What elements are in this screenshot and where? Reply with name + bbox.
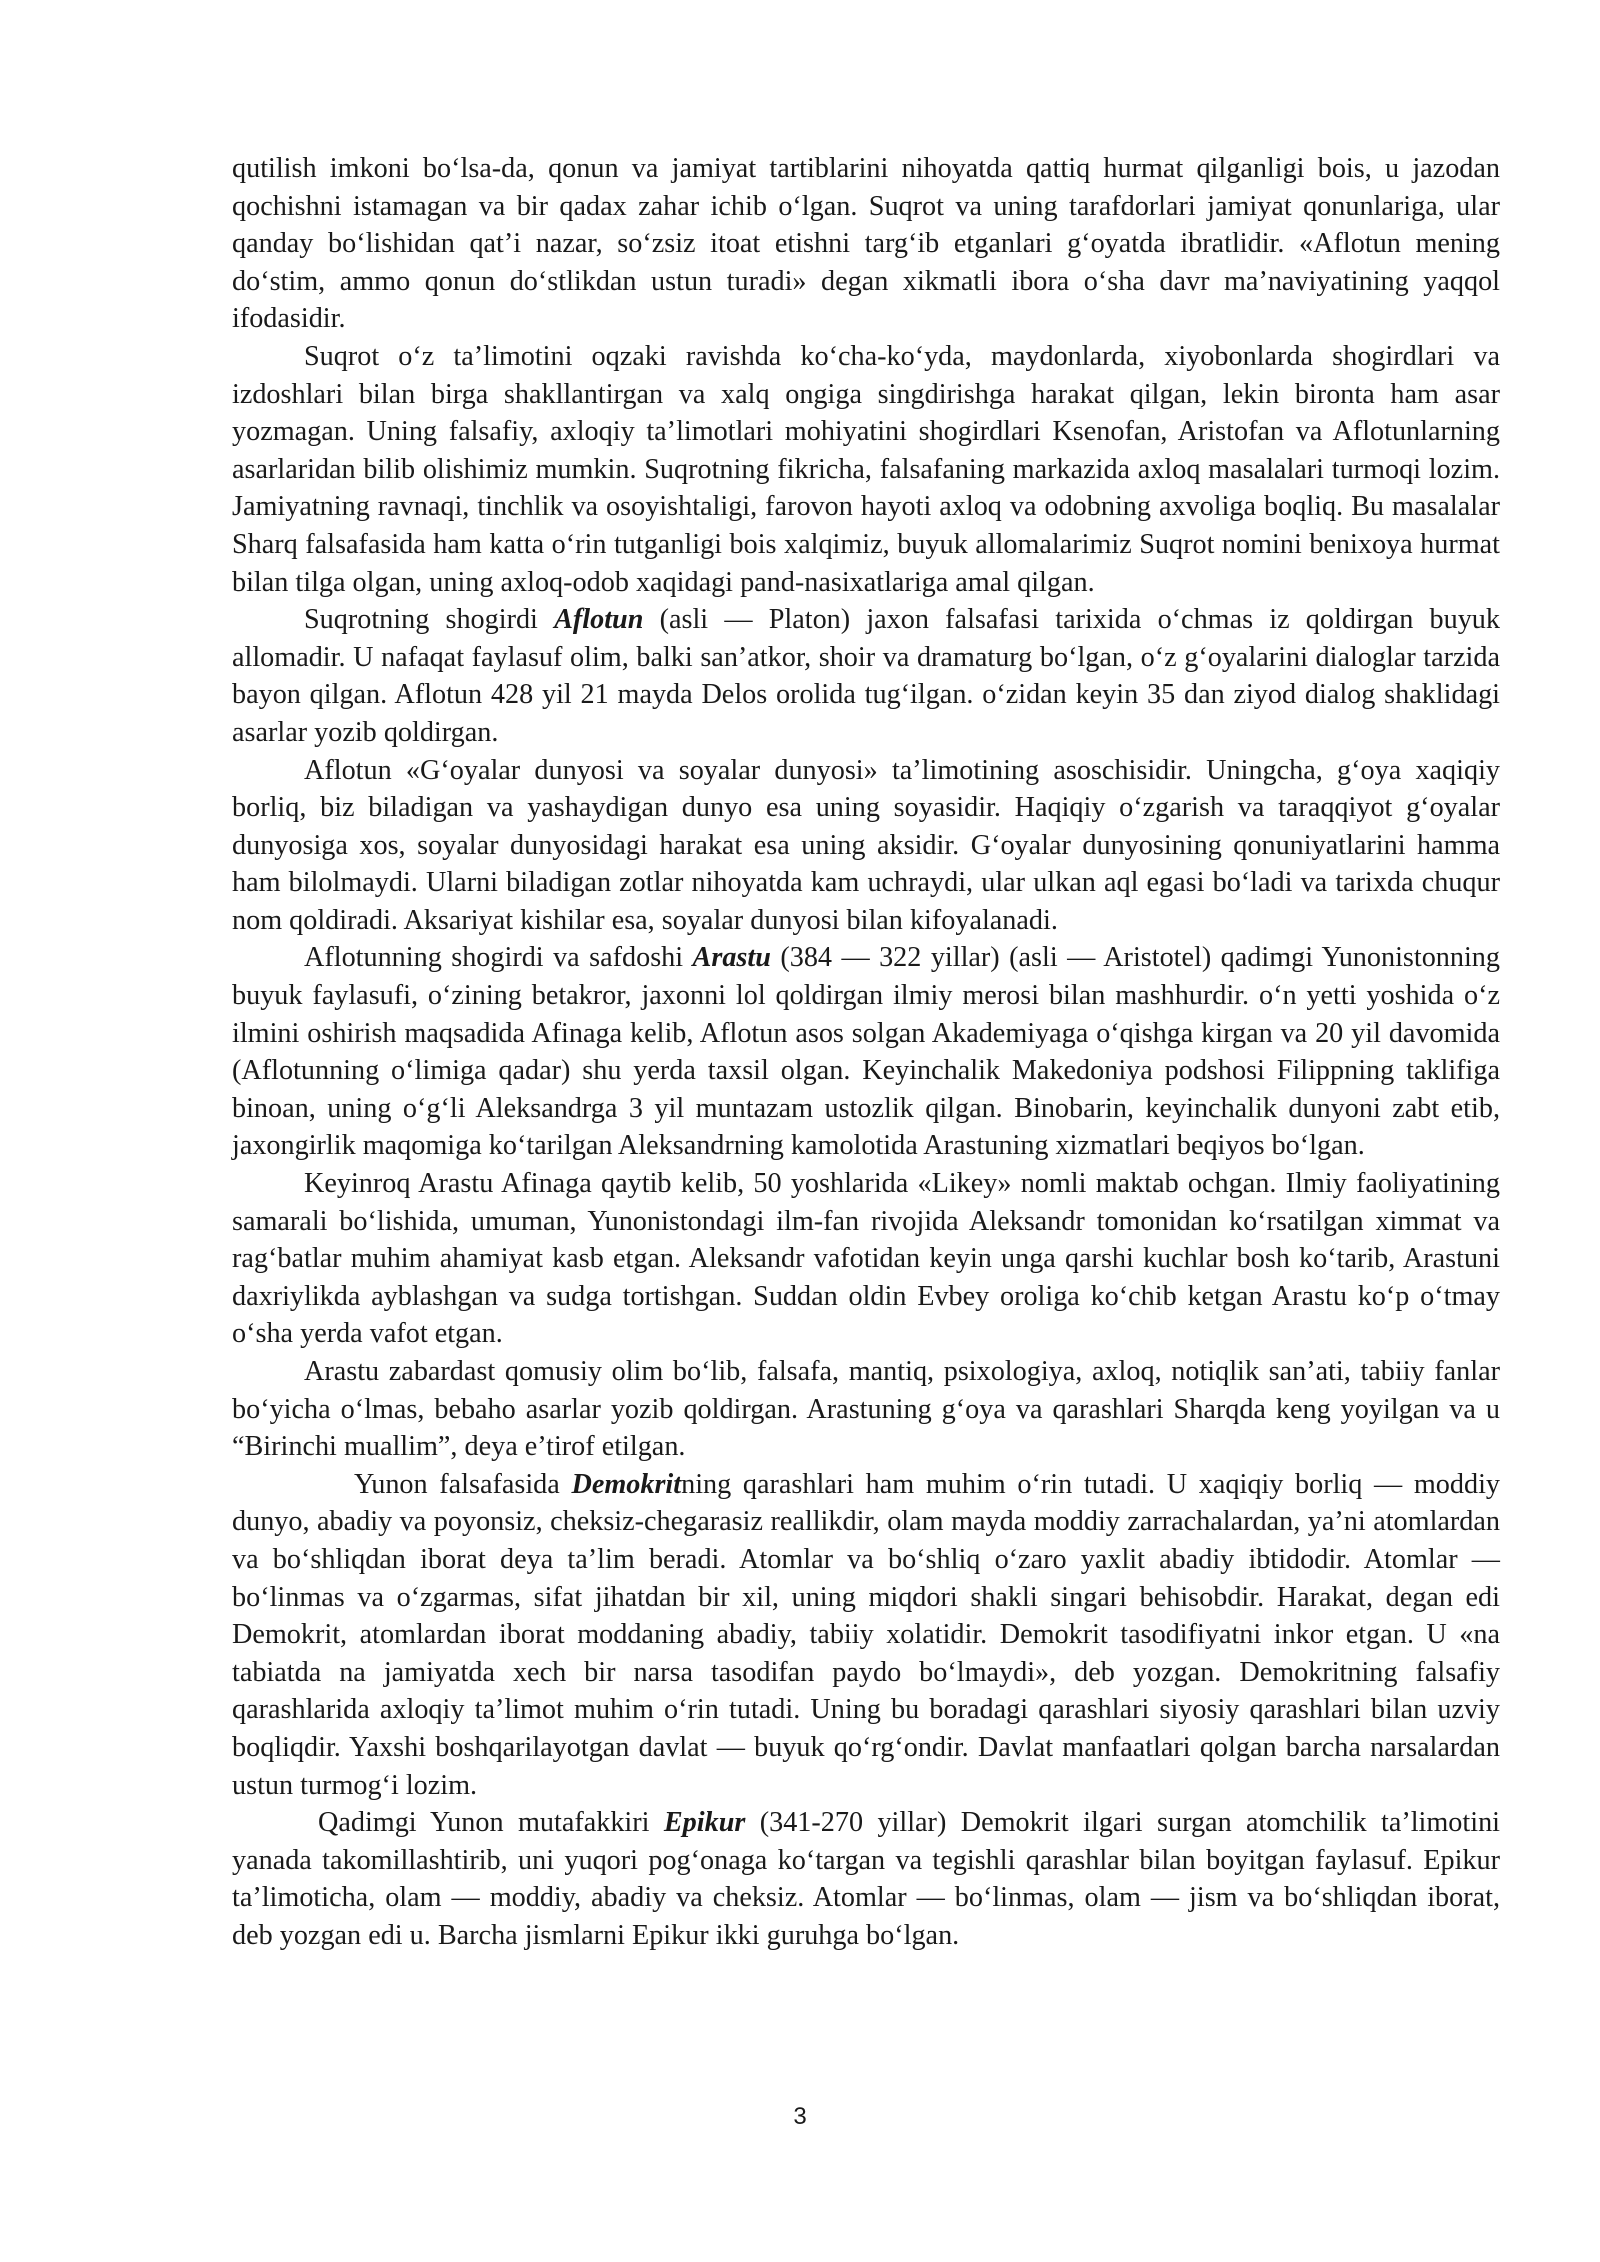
paragraph-suqrot-teaching: Suqrot o‘z ta’limotini oqzaki ravishda ko‘cha-ko‘yda, maydonlarda, xiyobonlarda shogirdlari va izdoshlari bilan birga shakllantirgan va xalq ongiga singdirishga harakat qilgan, lekin bironta ham asar yozmagan. Uning falsafiy, axloqiy ta’limotlari mohiyatini shogirdlari Ksenofan, Aristofan va Aflotunlarning asarlaridan bilib olishimiz mumkin. Suqrotning fikricha, falsafaning markazida axloq masalalari turmoqi lozim. Jamiyatning ravnaqi, tinchlik va osoyishtaligi, farovon hayoti axloq va odobning axvoliga boqliq. Bu masalalar Sharq falsafasida ham katta o‘rin tutganligi bois xalqimiz, buyuk allomalarimiz Suqrot nomini benixoya hurmat bilan tilga olgan, uning axloq-odob xaqidagi pand-nasixatlariga amal qilgan. xyxy=(232,340,1500,598)
philosopher-name-arastu: Arastu xyxy=(692,942,771,974)
paragraph-text: (384 — 322 yillar) (asli — Aristotel) qadimgi Yunonistonning buyuk faylasufi, o‘zining betakror, jaxonni lol qoldirgan ilmiy merosi bilan mashhurdir. o‘n yetti yoshida o‘z ilmini oshirish maqsadida Afinaga kelib, Aflotun asos solgan Akademiyaga o‘qishga kirgan va 20 yil davomida (Aflotunning o‘limiga qadar) shu yerda taxsil olgan. Keyinchalik Makedoniya podshosi Filippning taklifiga binoan, uning o‘g‘li Aleksandrga 3 yil muntazam ustozlik qilgan. Binobarin, keyinchalik dunyoni zabt etib, jaxongirlik maqomiga ko‘tarilgan Aleksandrning kamolotida Arastuning xizmatlari beqiyos bo‘lgan. xyxy=(232,942,1500,1162)
paragraph-text: Yunon falsafasida xyxy=(354,1468,572,1500)
paragraph-demokrit xyxy=(232,1466,1500,1804)
paragraph-epikur xyxy=(232,1804,1500,1954)
philosopher-name-aflotun: Aflotun xyxy=(554,604,644,636)
paragraph-arastu-intro xyxy=(232,939,1500,1165)
paragraph-suqrot-death: qutilish imkoni bo‘lsa-da, qonun va jamiyat tartiblarini nihoyatda qattiq hurmat qilganligi bois, u jazodan qochishni istamagan va bir qadax zahar ichib o‘lgan. Suqrot va uning tarafdorlari jamiyat qonunlariga, ular qanday bo‘lishidan qat’i nazar, so‘zsiz itoat etishni targ‘ib etganlari g‘oyatda ibratlidir. «Aflotun mening do‘stim, ammo qonun do‘stlikdan ustun turadi» degan xikmatli ibora o‘sha davr ma’naviyatining yaqqol ifodasidir. xyxy=(232,153,1500,335)
paragraph-arastu-legacy: Arastu zabardast qomusiy olim bo‘lib, falsafa, mantiq, psixologiya, axloq, notiqlik san’ati, tabiiy fanlar bo‘yicha o‘lmas, bebaho asarlar yozib qoldirgan. Arastuning g‘oya va qarashlari Sharqda keng yoyilgan va u “Birinchi muallim”, deya e’tirof etilgan. xyxy=(232,1356,1500,1463)
page-number: 3 xyxy=(793,2103,807,2130)
paragraph-text: Aflotunning shogirdi va safdoshi xyxy=(304,942,693,974)
paragraph-aflotun-intro xyxy=(232,601,1500,751)
paragraph-arastu-likey: Keyinroq Arastu Afinaga qaytib kelib, 50 yoshlarida «Likey» nomli maktab ochgan. Ilmiy faoliyatining samarali bo‘lishida, umuman, Yunonistondagi ilm-fan rivojida Aleksandr tomonidan ko‘rsatilgan ximmat va rag‘batlar muhim ahamiyat kasb etgan. Aleksandr vafotidan keyin unga qarshi kuchlar bosh ko‘tarib, Arastuni daxriylikda ayblashgan va sudga tortishgan. Suddan oldin Evbey oroliga ko‘chib ketgan Arastu ko‘p o‘tmay o‘sha yerda vafot etgan. xyxy=(232,1168,1500,1350)
paragraph-text: Qadimgi Yunon mutafakkiri xyxy=(318,1807,664,1839)
philosopher-name-epikur: Epikur xyxy=(663,1807,746,1839)
paragraph-text: (asli — Platon) jaxon falsafasi tarixida o‘chmas iz qoldirgan buyuk allomadir. U nafaqat faylasuf olim, balki san’atkor, shoir va dramaturg bo‘lgan, o‘z g‘oyalarini dialoglar tarzida bayon qilgan. Aflotun 428 yil 21 mayda Delos orolida tug‘ilgan. o‘zidan keyin 35 dan ziyod dialog shaklidagi asarlar yozib qoldirgan. xyxy=(232,604,1500,748)
paragraph-text: Suqrotning shogirdi xyxy=(304,604,555,636)
paragraph-text: (341-270 yillar) Demokrit ilgari surgan atomchilik ta’limotini yanada takomillashtirib, uni yuqori pog‘onaga ko‘targan va tegishli qarashlar bilan boyitgan faylasuf. Epikur ta’limoticha, olam — moddiy, abadiy va cheksiz. Atomlar — bo‘linmas, olam — jism va bo‘shliqdan iborat, deb yozgan edi u. Barcha jismlarni Epikur ikki guruhga bo‘lgan. xyxy=(232,1807,1500,1951)
paragraph-text: ning qarashlari ham muhim o‘rin tutadi. U xaqiqiy borliq — moddiy dunyo, abadiy va poyonsiz, cheksiz-chegarasiz reallikdir, olam mayda moddiy zarrachalardan, ya’ni atomlardan va bo‘shliqdan iborat deya ta’lim beradi. Atomlar va bo‘shliq o‘zaro yaxlit abadiy ibtidodir. Atomlar — bo‘linmas va o‘zgarmas, sifat jihatdan bir xil, uning miqdori shakli singari behisobdir. Harakat, degan edi Demokrit, atomlardan iborat moddaning abadiy, tabiiy xolatidir. Demokrit tasodifiyatni inkor etgan. U «na tabiatda na jamiyatda xech bir narsa tasodifan paydo bo‘lmaydi», deb yozgan. Demokritning falsafiy qarashlarida axloqiy ta’limot muhim o‘rin tutadi. Uning bu boradagi qarashlari siyosiy qarashlari bilan uzviy boqliqdir. Yaxshi boshqarilayotgan davlat — buyuk qo‘rg‘ondir. Davlat manfaatlari qolgan barcha narsalardan ustun turmog‘i lozim. xyxy=(232,1468,1500,1801)
philosopher-name-demokrit: Demokrit xyxy=(571,1468,682,1500)
paragraph-aflotun-ideas: Aflotun «G‘oyalar dunyosi va soyalar dunyosi» ta’limotining asoschisidir. Uningcha, g‘oya xaqiqiy borliq, biz biladigan va yashaydigan dunyo esa uning soyasidir. Haqiqiy o‘zgarish va taraqqiyot g‘oyalar dunyosiga xos, soyalar dunyosidagi harakat esa uning aksidir. G‘oyalar dunyosining qonuniyatlarini hamma ham bilolmaydi. Ularni biladigan zotlar nihoyatda kam uchraydi, ular ulkan aql egasi bo‘ladi va tarixda chuqur nom qoldiradi. Aksariyat kishilar esa, soyalar dunyosi bilan kifoyalanadi. xyxy=(232,754,1500,936)
document-page xyxy=(232,150,1500,1955)
